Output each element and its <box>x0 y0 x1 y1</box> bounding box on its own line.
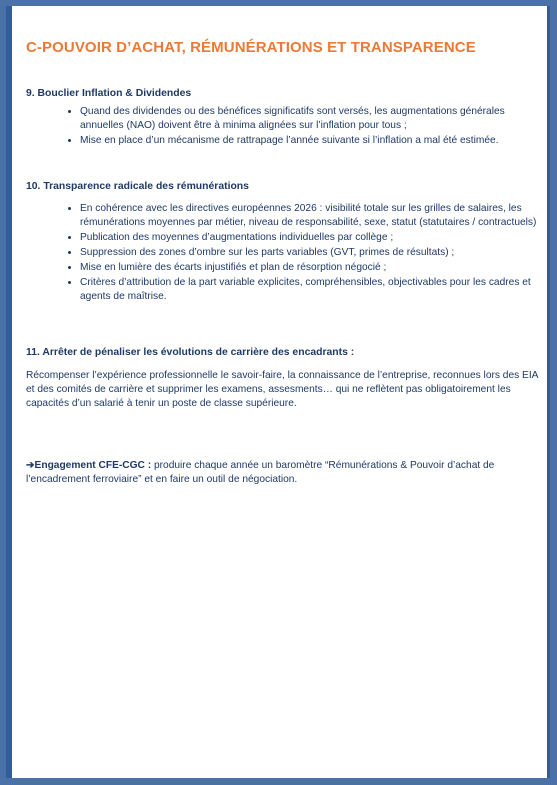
section-9 <box>26 87 546 149</box>
bullet-list <box>26 202 546 304</box>
list-item: • Mise en lumière des écarts injustifiés et plan de résorption négocié ; <box>80 261 546 275</box>
section-heading: 9. Bouclier Inflation & Dividendes <box>26 88 192 99</box>
section-10 <box>26 180 546 305</box>
engagement-text: produire chaque année un baromètre “Rémunérations & Pouvoir d’achat de l’encadrement ferroviaire” et en faire un outil de négociation. <box>26 460 495 485</box>
section-heading: 10. Transparence radicale des rémunérations <box>26 181 249 192</box>
page-title: C-POUVOIR D’ACHAT, RÉMUNÉRATIONS ET TRANSPARENCE <box>26 39 476 56</box>
section-paragraph: Récompenser l’expérience professionnelle le savoir-faire, la connaissance de l’entreprise, reconnues lors des EIA et des comités de carrière et supprimer les examens, assesments… qui ne reflètent pas obligatoirement les capacités d’un salarié à tenir un poste de classe supérieure. <box>26 370 538 409</box>
list-item: • Publication des moyennes d’augmentations individuelles par collège ; <box>80 231 546 245</box>
list-item: • Critères d’attribution de la part variable explicites, compréhensibles, objectivables pour les cadres et agents de maîtrise. <box>80 276 546 304</box>
list-item: • En cohérence avec les directives européennes 2026 : visibilité totale sur les grilles de salaires, les rémunérations moyennes par métier, niveau de responsabilité, sexe, statut (statutaires / contractuels) <box>80 202 546 230</box>
engagement-paragraph <box>26 459 546 487</box>
bullet-list <box>26 105 546 148</box>
list-item: • Mise en place d’un mécanisme de rattrapage l’année suivante si l’inflation a mal été estimée. <box>80 134 546 148</box>
list-item: • Quand des dividendes ou des bénéfices significatifs sont versés, les augmentations générales annuelles (NAO) doivent être à minima alignées sur l’inflation pour tous ; <box>80 105 546 133</box>
document-page <box>6 6 550 778</box>
engagement-label: Engagement CFE-CGC : <box>34 460 152 471</box>
engagement-block <box>26 459 546 487</box>
section-heading: 11. Arrêter de pénaliser les évolutions de carrière des encadrants : <box>26 347 355 358</box>
arrow-right-icon: ➔ <box>26 460 35 471</box>
list-item: • Suppression des zones d’ombre sur les parts variables (GVT, primes de résultats) ; <box>80 246 546 260</box>
section-11 <box>26 346 546 411</box>
